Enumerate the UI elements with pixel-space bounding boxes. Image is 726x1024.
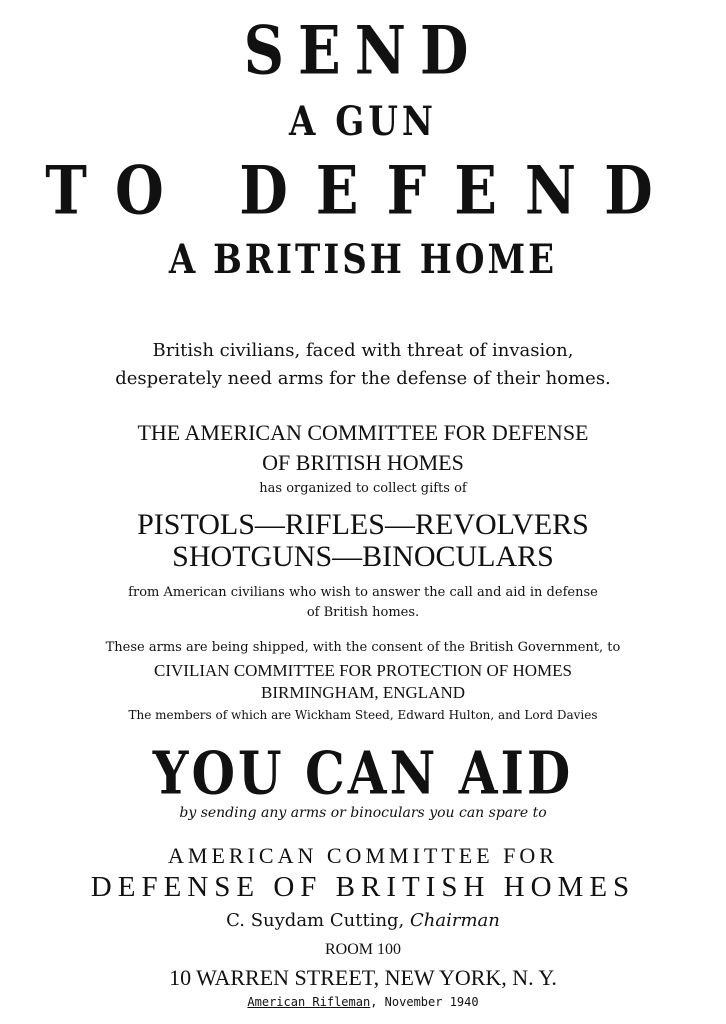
call-to-action-subline: by sending any arms or binoculars you can spare to (179, 805, 547, 821)
headline-send: SEND (243, 12, 483, 90)
headline-to-defend: TO DEFEND (45, 152, 681, 230)
items-line-1: PISTOLS—RIFLES—REVOLVERS (137, 508, 589, 541)
committee-line-2: DEFENSE OF BRITISH HOMES (90, 871, 636, 903)
intro-line-1: British civilians, faced with threat of invasion, (152, 340, 574, 361)
street-address: 10 WARREN STREET, NEW YORK, N. Y. (169, 965, 557, 990)
call-to-action-headline: YOU CAN AID (152, 738, 574, 808)
room-number: ROOM 100 (324, 941, 401, 958)
from-text-line-1: from American civilians who wish to answer the call and aid in defense (128, 585, 598, 600)
from-text-line-2: of British homes. (306, 605, 420, 620)
organization-name-line-2: OF BRITISH HOMES (262, 450, 464, 475)
shipping-committee: CIVILIAN COMMITTEE FOR PROTECTION OF HOMES (154, 661, 572, 680)
headline-british-home: A BRITISH HOME (168, 236, 558, 284)
source-credit (0, 996, 726, 1008)
items-line-2: SHOTGUNS—BINOCULARS (172, 540, 554, 573)
intro-line-2: desperately need arms for the defense of their homes. (115, 368, 611, 389)
headline-a-gun: A GUN (289, 98, 437, 146)
chairman-name: C. Suydam Cutting, (226, 910, 410, 931)
organization-purpose: has organized to collect gifts of (259, 481, 467, 496)
organization-name-line-1: THE AMERICAN COMMITTEE FOR DEFENSE (137, 420, 589, 445)
committee-line-1: AMERICAN COMMITTEE FOR (168, 843, 558, 868)
credit-magazine: American Rifleman (247, 995, 371, 1009)
shipping-location: BIRMINGHAM, ENGLAND (261, 683, 465, 702)
credit-date: , November 1940 (370, 995, 479, 1009)
chairman-title: Chairman (410, 910, 500, 931)
chairman (0, 912, 726, 930)
shipping-line-1: These arms are being shipped, with the consent of the British Government, to (105, 640, 621, 655)
shipping-members: The members of which are Wickham Steed, Edward Hulton, and Lord Davies (128, 708, 598, 722)
